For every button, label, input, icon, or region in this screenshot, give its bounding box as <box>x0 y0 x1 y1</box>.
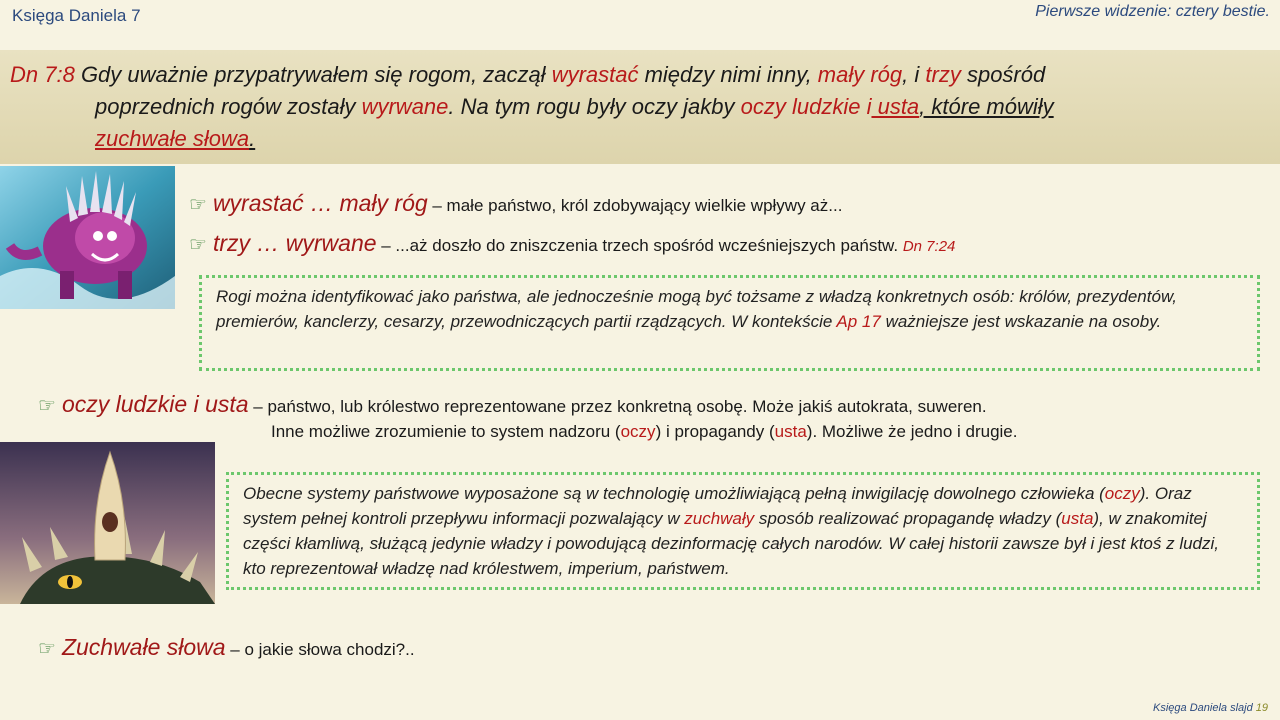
pointing-hand-icon: ☞ <box>38 395 56 417</box>
bullet-desc: ). Możliwe że jedno i drugie. <box>806 422 1018 441</box>
note-text: ), w znakomitej części kłamliwą, służącą jedynie władzy i powodującą dezinformację całych narodów. W całej historii zawsze był i jest ktoś z ludzi, kto reprezentował władzę nad królestwem, imperium, państwem. <box>243 509 1220 578</box>
verse-keyword: wyrastać <box>551 62 639 87</box>
bullet-term: wyrastać … mały róg <box>212 190 428 216</box>
verse-keyword: oczy ludzkie i <box>740 94 872 119</box>
verse-ref: Dn 7:8 <box>10 62 75 87</box>
bullet-zuchwale-slowa <box>38 634 415 661</box>
note-box-inwigilacja <box>226 472 1260 590</box>
book-title: Księga Daniela 7 <box>12 6 141 25</box>
bullet-oczy-usta-line2 <box>271 422 1018 442</box>
bullet-oczy-usta <box>38 391 987 418</box>
note-keyword: oczy <box>1104 484 1140 503</box>
note-box-rogi <box>199 275 1260 371</box>
verse-text <box>10 59 1240 155</box>
verse-keyword: wyrwane <box>361 94 449 119</box>
note-ref: Ap 17 <box>836 312 881 331</box>
verse-part: , i <box>902 62 926 87</box>
verse-part: . <box>249 126 256 151</box>
bullet-keyword: oczy <box>620 422 656 441</box>
verse-keyword: zuchwałe słowa <box>95 126 250 151</box>
bullet-desc: Inne możliwe zrozumienie to system nadzoru ( <box>271 422 621 441</box>
bullet-wyrastac <box>189 190 842 217</box>
bullet-desc: – państwo, lub królestwo reprezentowane przez konkretną osobę. Może jakiś autokrata, suweren. <box>248 397 987 416</box>
bullet-trzy <box>189 230 955 257</box>
verse-keyword: mały róg <box>817 62 903 87</box>
bullet-ref: Dn 7:24 <box>902 238 956 255</box>
verse-part: . Na tym rogu były oczy jakby <box>448 94 741 119</box>
verse-part: Gdy uważnie przypatrywałem się rogom, zaczął <box>74 62 552 87</box>
verse-part: poprzednich rogów zostały <box>95 94 362 119</box>
bullet-term: oczy ludzkie i usta <box>61 391 249 417</box>
bullet-desc: – o jakie słowa chodzi?.. <box>225 640 415 659</box>
bullet-desc: ) i propagandy ( <box>655 422 775 441</box>
pointing-hand-icon: ☞ <box>189 194 207 216</box>
footer-label: Księga Daniela slajd <box>1153 702 1253 714</box>
pointing-hand-icon: ☞ <box>38 638 56 660</box>
section-title: Pierwsze widzenie: cztery bestie. <box>1035 3 1270 20</box>
bullet-desc: – małe państwo, król zdobywający wielkie wpływy aż... <box>427 196 843 215</box>
note-keyword: usta <box>1061 509 1094 528</box>
pointing-hand-icon: ☞ <box>189 234 207 256</box>
verse-part: spośród <box>960 62 1046 87</box>
bullet-term: trzy … wyrwane <box>212 230 377 256</box>
note-text: Obecne systemy państwowe wyposażone są w technologię umożliwiającą pełną inwigilację dowolnego człowieka ( <box>243 484 1105 503</box>
verse-part: między nimi inny, <box>638 62 818 87</box>
verse-part: , które mówiły <box>919 94 1054 119</box>
beast-illustration <box>0 166 175 309</box>
note-text: Rogi można identyfikować jako państwa, ale jednocześnie mogą być tożsame z władzą konkretnych osób: królów, prezydentów, premierów, kanclerzy, cesarzy, przewodniczących partii rządzących. W kontekście <box>216 287 1178 331</box>
bullet-desc: – ...aż doszło do zniszczenia trzech spośród wcześniejszych państw. <box>376 236 903 255</box>
horn-illustration <box>0 442 215 604</box>
slide-number: 19 <box>1255 702 1268 714</box>
note-text: ). Oraz system pełnej kontroli przepływu informacji pozwalający w <box>243 484 1192 528</box>
note-text: ważniejsze jest wskazanie na osoby. <box>880 312 1162 331</box>
slide-footer <box>1153 702 1268 714</box>
bullet-term: Zuchwałe słowa <box>61 634 226 660</box>
bullet-keyword: usta <box>774 422 807 441</box>
note-keyword: zuchwały <box>684 509 755 528</box>
verse-keyword: trzy <box>925 62 961 87</box>
note-text: sposób realizować propagandę władzy ( <box>754 509 1062 528</box>
verse-keyword: usta <box>871 94 920 119</box>
